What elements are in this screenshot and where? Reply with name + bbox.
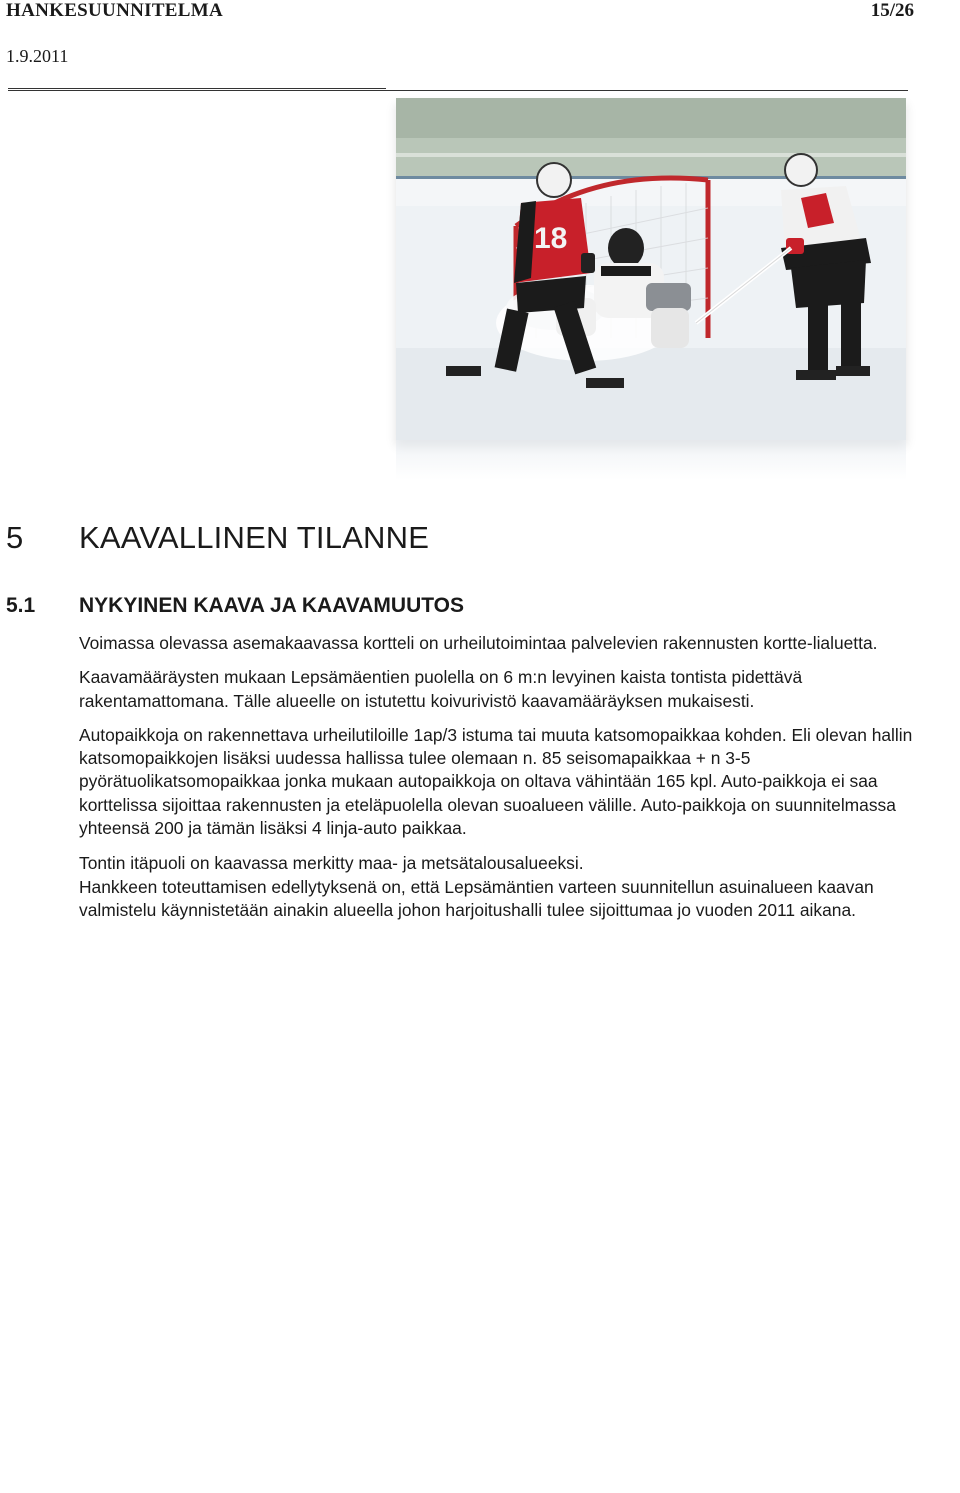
paragraph-1: Voimassa olevassa asemakaavassa kortteli on urheilutoimintaa palvelevien rakennusten kortte-lialuetta. [79, 633, 878, 653]
section-title: KAAVALLINEN TILANNE [79, 520, 430, 555]
photo-reflection [396, 440, 906, 480]
subsection-title: NYKYINEN KAAVA JA KAAVAMUUTOS [79, 594, 465, 617]
ice-hockey-photo [396, 98, 906, 440]
body-text [79, 632, 919, 922]
header-divider [8, 90, 908, 91]
paragraph-5: Hankkeen toteuttamisen edellytyksenä on, että Lepsämäntien varteen suunnitellun asuinalueen kaavan valmistelu käynnistetään ainakin alueella johon harjoitushalli tulee sijoittumaa jo vuoden 2011 aikana. [79, 876, 874, 920]
paragraph-2: Kaavamääräysten mukaan Lepsämäentien puolella on 6 m:n levyinen kaista tontista pidettävä rakentamattomana. Tälle alueelle on istutettu koivurivistö kaavamääräyksen mukaisesti. [79, 667, 803, 711]
subsection-number: 5.1 [6, 594, 36, 617]
paragraph-4: Tontin itäpuoli on kaavassa merkitty maa- ja metsätalousalueeksi. [79, 853, 584, 874]
page-number: 15/26 [870, 0, 914, 21]
section-number: 5 [6, 520, 24, 555]
document-date: 1.9.2011 [6, 46, 69, 66]
ice-hockey-photo-icon [396, 98, 906, 440]
svg-text:18: 18 [534, 222, 568, 255]
document-title: HANKESUUNNITELMA [6, 0, 223, 21]
paragraph-3: Autopaikkoja on rakennettava urheilutiloille 1ap/3 istuma tai muuta katsomopaikkaa kohden. Eli olevan hallin katsomopaikkojen lisäksi uudessa hallissa tulee olemaan n. 85 seisomapaikkaa + n 3-5 pyörätuolikatsomopaikkaa jonka mukaan autopaikkoja on oltava vähintään 165 kpl. Auto-paikkoja ei saa korttelissa sijoittaa rakennusten ja eteläpuolella olevan suoalueen välille. Auto-paikkoja on suunnitelmassa yhteensä 200 ja tämän lisäksi 4 linja-auto paikkaa. [79, 724, 913, 839]
header-divider-short [8, 88, 386, 89]
